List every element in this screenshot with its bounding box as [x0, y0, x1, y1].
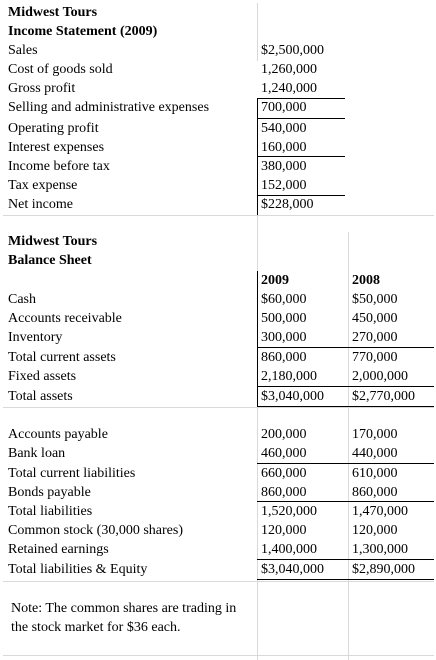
bonds-underline: [257, 501, 434, 502]
asset-value-2009: 2,180,000: [261, 369, 317, 384]
liability-value-2008: 1,300,000: [352, 542, 408, 557]
asset-value-2009: $60,000: [261, 292, 307, 307]
liability-value-2008: 120,000: [352, 523, 398, 538]
total-assets-underline: [257, 406, 434, 407]
liability-value-2009: 460,000: [261, 446, 307, 461]
liability-label: Total liabilities & Equity: [8, 562, 148, 577]
income-row-value: 160,000: [261, 140, 307, 155]
income-row-value: $228,000: [261, 197, 314, 212]
income-row-label: Operating profit: [8, 121, 99, 136]
liability-label: Bonds payable: [8, 485, 91, 500]
liability-label: Total liabilities: [8, 504, 93, 519]
income-company-name: Midwest Tours: [8, 5, 98, 20]
interest-underline: [257, 156, 345, 157]
income-row-value: 1,240,000: [261, 81, 317, 96]
asset-value-2008: $50,000: [352, 292, 398, 307]
income-statement-title: Income Statement (2009): [8, 24, 158, 39]
value-divider: [257, 98, 258, 118]
liability-label: Bank loan: [8, 446, 66, 461]
bank-loan-underline: [257, 463, 434, 464]
income-row-label: Sales: [8, 43, 38, 58]
stock-price-note: Note: The common shares are trading in the stock market for $36 each.: [11, 601, 237, 635]
balance-company-name: Midwest Tours: [8, 234, 98, 249]
liability-value-2008: 170,000: [352, 427, 398, 442]
liability-value-2009: 860,000: [261, 485, 307, 500]
income-row-label: Net income: [8, 197, 73, 212]
liability-value-2008: 440,000: [352, 446, 398, 461]
liability-value-2008: $2,890,000: [352, 562, 415, 577]
liability-label: Accounts payable: [8, 427, 108, 442]
asset-value-2008: 770,000: [352, 350, 398, 365]
liability-value-2008: 1,470,000: [352, 504, 408, 519]
asset-value-2008: $2,770,000: [352, 389, 415, 404]
asset-label: Accounts receivable: [8, 311, 122, 326]
grid-line: [3, 581, 434, 582]
asset-value-2009: 860,000: [261, 350, 307, 365]
inventory-underline: [257, 347, 434, 348]
income-row-value: 540,000: [261, 121, 307, 136]
tax-underline: [257, 195, 345, 196]
asset-label: Fixed assets: [8, 369, 77, 384]
asset-label: Total current assets: [8, 350, 116, 365]
grid-line: [3, 215, 434, 216]
gross-profit-underline: [257, 98, 345, 99]
liability-value-2009: 200,000: [261, 427, 307, 442]
liability-value-2009: 1,520,000: [261, 504, 317, 519]
asset-value-2008: 2,000,000: [352, 369, 408, 384]
income-row-value: $2,500,000: [261, 43, 324, 58]
liability-label: Total current liabilities: [8, 466, 136, 481]
income-row-label: Tax expense: [8, 178, 78, 193]
asset-label: Inventory: [8, 330, 63, 345]
value-divider: [257, 118, 258, 215]
asset-label: Cash: [8, 292, 36, 307]
year-header-2008: 2008: [352, 273, 380, 288]
income-row-value: 380,000: [261, 159, 307, 174]
year-header-2009: 2009: [261, 273, 289, 288]
grid-line: [348, 232, 349, 660]
fixed-assets-underline: [257, 386, 434, 387]
income-row-label: Interest expenses: [8, 140, 105, 155]
liability-value-2009: 120,000: [261, 523, 307, 538]
grid-line: [257, 3, 258, 61]
balance-sheet-title: Balance Sheet: [8, 253, 92, 268]
total-liabilities-equity-underline: [257, 579, 434, 580]
grid-line: [257, 215, 258, 271]
liability-label: Common stock (30,000 shares): [8, 523, 183, 538]
asset-value-2008: 450,000: [352, 311, 398, 326]
income-row-label: Gross profit: [8, 81, 76, 96]
grid-line: [3, 407, 434, 408]
asset-value-2009: 500,000: [261, 311, 307, 326]
income-row-value: 1,260,000: [261, 62, 317, 77]
asset-value-2009: $3,040,000: [261, 389, 324, 404]
liability-value-2008: 610,000: [352, 466, 398, 481]
asset-value-2009: 300,000: [261, 330, 307, 345]
retained-earnings-underline: [257, 559, 434, 560]
income-row-label: Income before tax: [8, 159, 110, 174]
liability-value-2009: $3,040,000: [261, 562, 324, 577]
asset-label: Total assets: [8, 389, 73, 404]
grid-line: [3, 655, 434, 656]
sga-underline: [257, 118, 345, 119]
liability-value-2009: 660,000: [261, 466, 307, 481]
income-row-value: 152,000: [261, 178, 307, 193]
grid-line: [257, 407, 258, 660]
liability-value-2009: 1,400,000: [261, 542, 317, 557]
income-row-label: Cost of goods sold: [8, 62, 113, 77]
asset-value-2008: 270,000: [352, 330, 398, 345]
income-row-label: Selling and administrative expenses: [8, 100, 210, 115]
liability-value-2008: 860,000: [352, 485, 398, 500]
income-row-value: 700,000: [261, 100, 307, 115]
liability-label: Retained earnings: [8, 542, 109, 557]
